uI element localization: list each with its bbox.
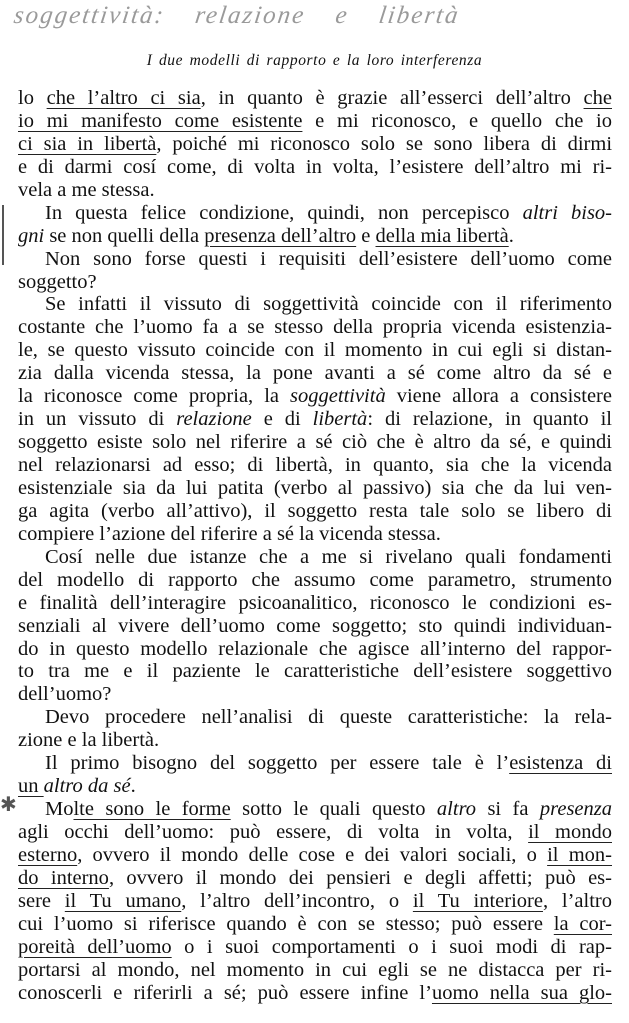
text-run: e di bbox=[251, 408, 313, 431]
text-line bbox=[18, 133, 612, 156]
text-run: Mo bbox=[45, 798, 74, 821]
text-run: . bbox=[130, 775, 136, 798]
text-run: la riconosce come propria, la bbox=[18, 385, 291, 408]
underlined-run: esterno bbox=[18, 843, 78, 866]
text-run: si fa bbox=[476, 798, 540, 821]
text-run: Il primo bisogno del soggetto per essere tale è l’ bbox=[45, 752, 510, 775]
text-line bbox=[18, 408, 612, 431]
text-run: , l’altro dell’incontro, o bbox=[181, 889, 413, 912]
text-line bbox=[18, 454, 612, 477]
underlined-run: la cor- bbox=[553, 912, 612, 935]
underlined-run: il mondo bbox=[528, 821, 612, 843]
text-line bbox=[18, 821, 612, 844]
text-line bbox=[18, 202, 612, 225]
text-run: se non quelli della bbox=[44, 224, 205, 247]
text-run: costante che l’uomo fa a se stesso della propria vicenda esistenzia- bbox=[18, 316, 612, 339]
text-run: viene allora a consistere bbox=[385, 385, 612, 408]
text-line bbox=[18, 752, 612, 775]
text-line bbox=[18, 936, 612, 959]
text-run: portarsi al mondo, nel momento in cui egli se ne distacca per ri- bbox=[18, 958, 612, 981]
text-line bbox=[18, 87, 612, 110]
handwritten-note: soggettività: relazione e libertà bbox=[12, 2, 462, 29]
underlined-run: della mia libertà bbox=[375, 224, 509, 247]
underlined-run: un bbox=[18, 775, 44, 798]
text-line bbox=[18, 110, 612, 133]
text-run: Devo procedere nell’analisi di queste caratteristiche: la rela- bbox=[45, 706, 612, 729]
text-line bbox=[18, 890, 612, 913]
underlined-run: esistenza di bbox=[509, 752, 612, 775]
text-line bbox=[18, 867, 612, 890]
text-line bbox=[18, 844, 612, 867]
text-run: compiere l’azione del riferire a sé la vicenda stessa. bbox=[18, 522, 441, 545]
text-line bbox=[18, 179, 612, 202]
running-head: I due modelli di rapporto e la loro interferenza bbox=[146, 52, 483, 69]
italic-run: altro bbox=[436, 798, 477, 821]
text-run: , poiché mi riconosco solo se sono libera di dirmi bbox=[156, 132, 613, 155]
text-run: lo bbox=[18, 87, 47, 109]
underlined-run: il mon- bbox=[547, 843, 612, 866]
text-line bbox=[18, 615, 612, 638]
underlined-run: poreità dell’uomo bbox=[18, 935, 172, 958]
text-run: in un vissuto di bbox=[18, 408, 177, 431]
text-run: In questa felice condizione, quindi, non percepisco bbox=[45, 201, 523, 224]
text-line bbox=[18, 385, 612, 408]
text-line bbox=[18, 638, 612, 661]
text-line bbox=[18, 339, 612, 362]
text-line bbox=[18, 775, 612, 798]
text-run: e di darmi cosí come, di volta in volta, l’esistere dell’altro mi ri- bbox=[18, 155, 612, 178]
text-run: soggetto esiste solo nel riferire a sé ciò che è altro da sé, e quindi bbox=[18, 431, 612, 454]
margin-line-mark bbox=[2, 205, 4, 265]
text-line bbox=[18, 660, 612, 683]
italic-run: soggettività bbox=[290, 385, 386, 408]
text-run: cui l’uomo si riferisce quando è con se stesso; può essere bbox=[18, 912, 554, 935]
text-line bbox=[18, 706, 612, 729]
text-run: agli occhi dell’uomo: può essere, di volta in volta, bbox=[18, 821, 529, 843]
italic-run: altro da sé bbox=[43, 775, 131, 798]
text-line bbox=[18, 569, 612, 592]
text-line bbox=[18, 683, 612, 706]
italic-run: presenza bbox=[539, 798, 612, 821]
text-run: soggetto? bbox=[18, 270, 97, 293]
text-line bbox=[18, 546, 612, 569]
text-run: , ovvero il mondo dei pensieri e degli affetti; può es- bbox=[108, 866, 612, 889]
underlined-run: lte sono le forme bbox=[73, 798, 231, 821]
italic-run: libertà bbox=[312, 408, 368, 431]
underlined-run: uomo nella sua glo- bbox=[431, 981, 612, 1004]
underlined-run: io mi manifesto come esistente bbox=[18, 109, 303, 132]
text-line bbox=[18, 477, 612, 500]
text-line bbox=[18, 431, 612, 454]
text-line bbox=[18, 293, 612, 316]
italic-run: gni bbox=[18, 224, 45, 247]
underlined-run: do interno bbox=[18, 866, 109, 889]
text-run: , in quanto è grazie all’esserci dell’altro bbox=[200, 87, 584, 109]
margin-asterisk-icon: ✱ bbox=[0, 792, 17, 816]
underlined-run: che bbox=[583, 87, 612, 109]
italic-run: relazione bbox=[176, 408, 252, 431]
text-run: vela a me stessa. bbox=[18, 178, 155, 201]
text-run: , l’altro bbox=[542, 889, 612, 912]
text-run: , ovvero il mondo delle cose e dei valori sociali, o bbox=[77, 843, 548, 866]
text-run: le, se questo vissuto coincide con il momento in cui egli si distan- bbox=[18, 339, 612, 362]
text-run: Cosí nelle due istanze che a me si rivelano quali fondamenti bbox=[45, 545, 612, 568]
text-run: esistenziale sia da lui patita (verbo al passivo) sia che da lui ven- bbox=[18, 476, 612, 499]
text-line bbox=[18, 500, 612, 523]
text-run: del modello di rapporto che assumo come parametro, strumento bbox=[18, 568, 612, 591]
text-run: . bbox=[508, 224, 514, 247]
underlined-run: il Tu umano bbox=[64, 889, 182, 912]
text-line bbox=[18, 523, 612, 546]
text-run: Non sono forse questi i requisiti dell’esistere dell’uomo come bbox=[45, 247, 612, 270]
page-body-text bbox=[18, 87, 612, 1005]
text-run: zia dalla vicenda stessa, la pone avanti a sé come altro da sé e bbox=[18, 362, 612, 385]
text-line bbox=[18, 225, 612, 248]
text-line bbox=[18, 798, 612, 821]
underlined-run: ci sia in libertà bbox=[18, 132, 157, 155]
text-run: senziali al vivere dell’uomo come soggetto; sto quindi individuan- bbox=[18, 614, 612, 637]
text-run: e bbox=[356, 224, 376, 247]
text-run: zione e la libertà. bbox=[18, 729, 160, 752]
underlined-run: presenza dell’altro bbox=[204, 224, 357, 247]
text-run: nel relazionarsi ad esso; di libertà, in quanto, sia che la vicenda bbox=[18, 454, 612, 476]
text-line bbox=[18, 271, 612, 294]
text-run: sotto le quali questo bbox=[230, 798, 437, 821]
text-line bbox=[18, 959, 612, 982]
text-run: dell’uomo? bbox=[18, 683, 112, 706]
text-line bbox=[18, 982, 612, 1005]
text-run: Se infatti il vissuto di soggettività coincide con il riferimento bbox=[45, 293, 612, 316]
text-run: to tra me e il paziente le caratteristiche dell’esistere soggettivo bbox=[18, 660, 612, 683]
text-line bbox=[18, 913, 612, 936]
text-run: e mi riconosco, e quello che io bbox=[302, 109, 612, 132]
text-run: e finalità dell’interagire psicoanalitico, riconosco le condizioni es- bbox=[18, 591, 612, 614]
text-line bbox=[18, 156, 612, 179]
text-run: ga agita (verbo all’attivo), il soggetto resta tale solo se libero di bbox=[18, 499, 612, 522]
text-line bbox=[18, 362, 612, 385]
underlined-run: che l’altro ci sia bbox=[46, 87, 201, 109]
text-line bbox=[18, 729, 612, 752]
text-run: o i suoi comportamenti o i suoi modi di rap- bbox=[171, 935, 612, 958]
text-run: : di relazione, in quanto il bbox=[367, 408, 612, 431]
text-run: conoscerli e riferirli a sé; può essere infine l’ bbox=[18, 981, 432, 1004]
text-run: sere bbox=[18, 889, 65, 912]
text-run: do in questo modello relazionale che agisce all’interno del rappor- bbox=[18, 637, 612, 660]
underlined-run: il Tu interiore bbox=[412, 889, 543, 912]
italic-run: altri biso- bbox=[522, 201, 612, 224]
text-line bbox=[18, 248, 612, 271]
text-line bbox=[18, 592, 612, 615]
text-line bbox=[18, 316, 612, 339]
